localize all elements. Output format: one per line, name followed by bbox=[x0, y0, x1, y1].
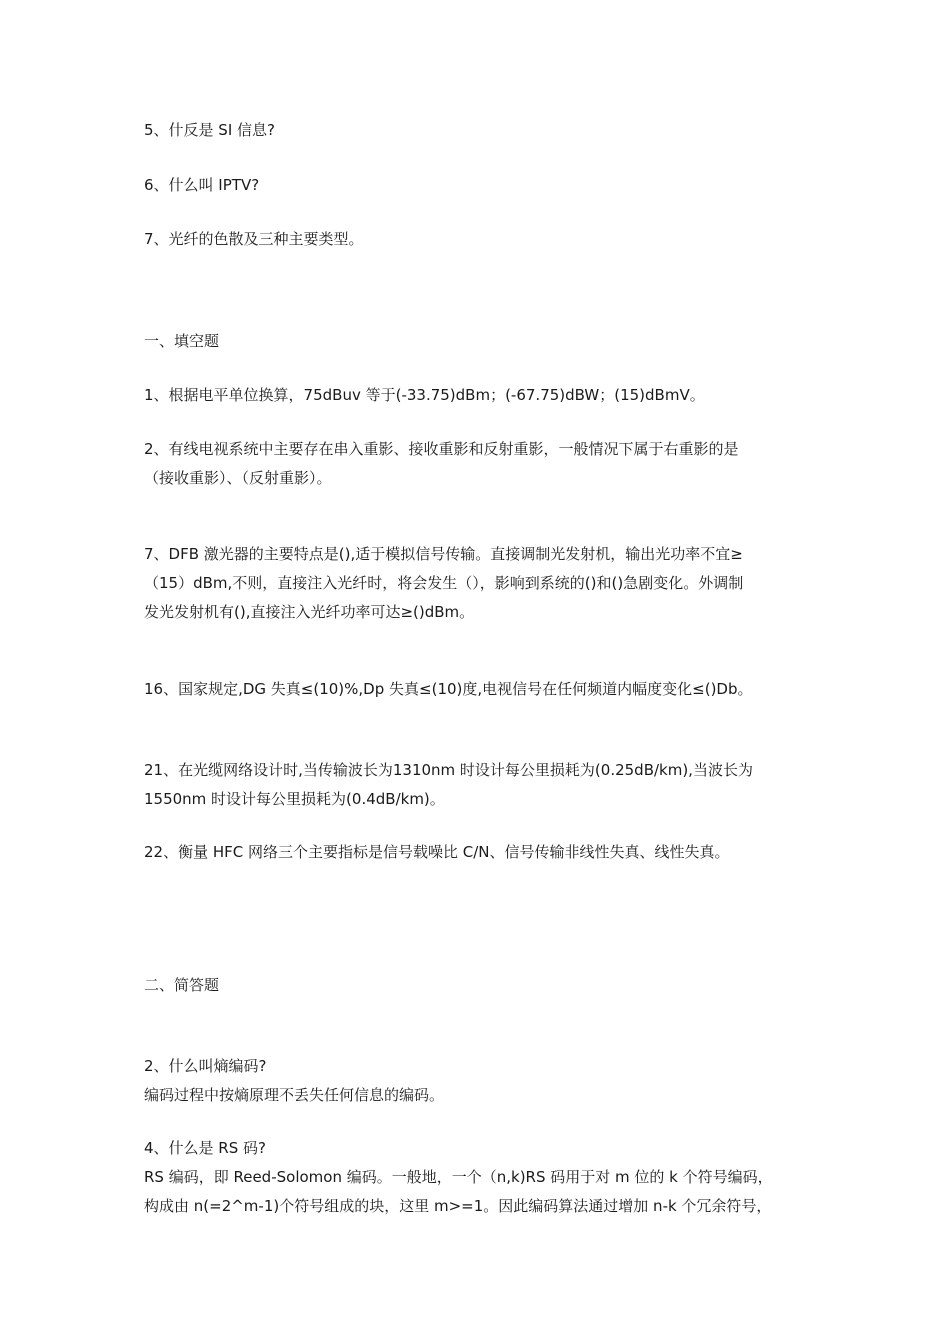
short-item-4-answer-line-2: 构成由 n(=2^m-1)个符号组成的块，这里 m>=1。因此编码算法通过增加 n-k 个冗余符号， bbox=[144, 1197, 772, 1215]
short-item-4-answer-line-1: RS 编码，即 Reed-Solomon 编码。一般地，一个（n,k)RS 码用于对 m 位的 k 个符号编码， bbox=[144, 1168, 773, 1186]
fill-item-2 bbox=[144, 435, 812, 493]
fill-item-7 bbox=[144, 540, 812, 627]
fill-item-7-line-2: （15）dBm,不则，直接注入光纤时，将会发生（），影响到系统的()和()急剧变化。外调制 bbox=[144, 574, 744, 592]
fill-item-21-line-2: 1550nm 时设计每公里损耗为(0.4dB/km)。 bbox=[144, 790, 445, 808]
fill-item-1: 1、根据电平单位换算，75dBuv 等于(-33.75)dBm；(-67.75)dBW；(15)dBmV。 bbox=[144, 386, 705, 404]
section-fill-heading: 一、填空题 bbox=[144, 332, 220, 350]
short-item-2-question: 2、什么叫熵编码? bbox=[144, 1057, 267, 1075]
fill-item-21 bbox=[144, 756, 812, 814]
section-short-heading: 二、简答题 bbox=[144, 976, 220, 994]
fill-item-2-line-2: （接收重影）、（反射重影）。 bbox=[144, 469, 332, 487]
short-item-2-answer: 编码过程中按熵原理不丢失任何信息的编码。 bbox=[144, 1086, 445, 1104]
fill-item-7-line-3: 发光发射机有(),直接注入光纤功率可达≥()dBm。 bbox=[144, 603, 475, 621]
fill-item-22: 22、衡量 HFC 网络三个主要指标是信号载噪比 C/N、信号传输非线性失真、线性失真。 bbox=[144, 843, 730, 861]
question-5: 5、什反是 SI 信息? bbox=[144, 121, 275, 139]
short-item-4-question: 4、什么是 RS 码? bbox=[144, 1139, 266, 1157]
short-item-4 bbox=[144, 1134, 812, 1221]
fill-item-7-line-1: 7、DFB 激光器的主要特点是(),适于模拟信号传输。直接调制光发射机，输出光功率不宜≥ bbox=[144, 545, 743, 563]
question-6: 6、什么叫 IPTV? bbox=[144, 176, 260, 194]
fill-item-16: 16、国家规定,DG 失真≤(10)%,Dp 失真≤(10)度,电视信号在任何频道内幅度变化≤()Db。 bbox=[144, 680, 753, 698]
fill-item-2-line-1: 2、有线电视系统中主要存在串入重影、接收重影和反射重影，一般情况下属于右重影的是 bbox=[144, 440, 739, 458]
fill-item-21-line-1: 21、在光缆网络设计时,当传输波长为1310nm 时设计每公里损耗为(0.25dB/km),当波长为 bbox=[144, 761, 753, 779]
short-item-2 bbox=[144, 1052, 812, 1110]
question-7: 7、光纤的色散及三种主要类型。 bbox=[144, 230, 364, 248]
